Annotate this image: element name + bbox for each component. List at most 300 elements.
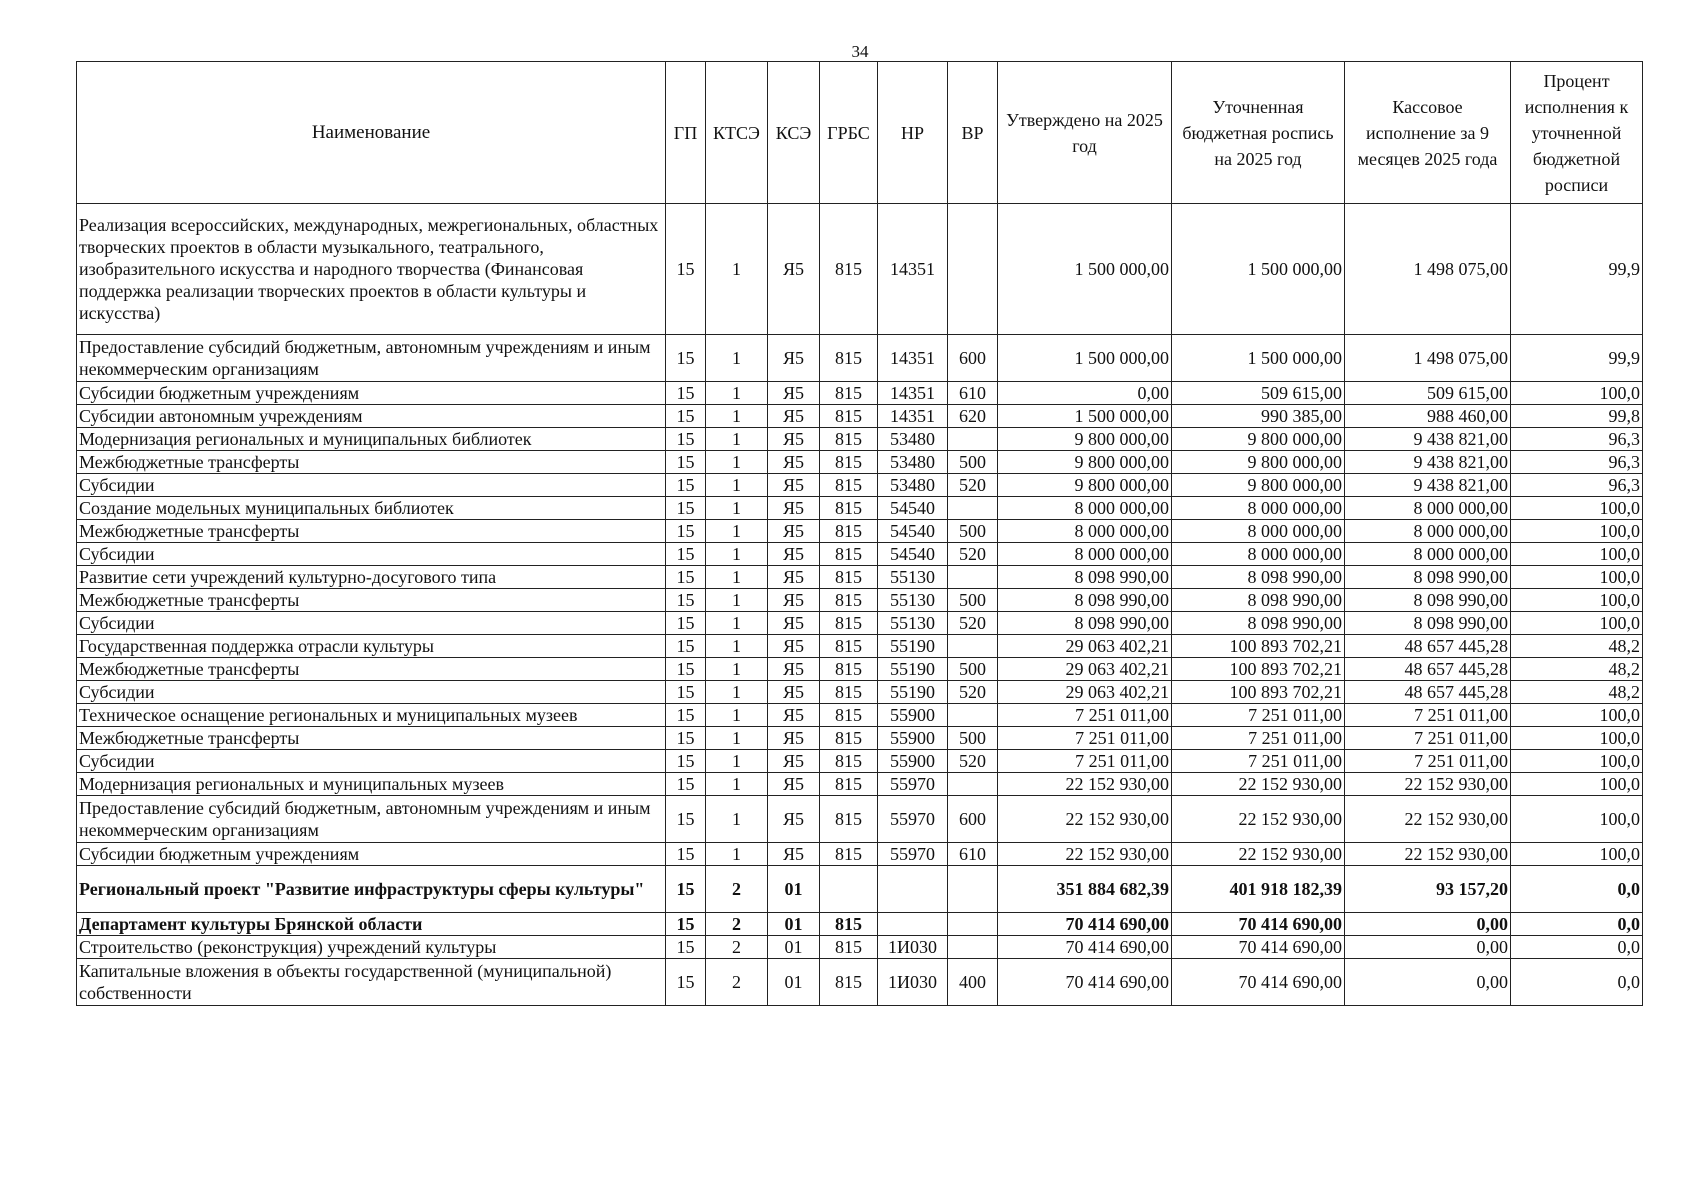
cell-name: Региональный проект "Развитие инфраструктуры сферы культуры" [77, 866, 666, 913]
cell-refined: 22 152 930,00 [1172, 773, 1345, 796]
cell-percent: 96,3 [1511, 451, 1643, 474]
cell-percent: 99,9 [1511, 335, 1643, 382]
cell-cash: 7 251 011,00 [1345, 727, 1511, 750]
cell-kse: Я5 [768, 204, 820, 335]
cell-grbs: 815 [820, 520, 878, 543]
cell-approved: 7 251 011,00 [998, 704, 1172, 727]
cell-nr: 55970 [878, 773, 948, 796]
cell-percent: 100,0 [1511, 727, 1643, 750]
page-number: 34 [851, 42, 869, 61]
cell-grbs: 815 [820, 566, 878, 589]
cell-ktse: 1 [706, 773, 768, 796]
cell-cash: 9 438 821,00 [1345, 451, 1511, 474]
cell-vr [948, 566, 998, 589]
cell-percent: 100,0 [1511, 520, 1643, 543]
cell-kse: 01 [768, 866, 820, 913]
cell-grbs: 815 [820, 335, 878, 382]
cell-approved: 8 098 990,00 [998, 612, 1172, 635]
cell-cash: 48 657 445,28 [1345, 635, 1511, 658]
cell-nr: 54540 [878, 497, 948, 520]
cell-ktse: 1 [706, 428, 768, 451]
cell-ktse: 1 [706, 543, 768, 566]
cell-kse: Я5 [768, 681, 820, 704]
cell-grbs: 815 [820, 451, 878, 474]
table-row [77, 405, 1643, 428]
cell-approved: 7 251 011,00 [998, 750, 1172, 773]
table-row [77, 497, 1643, 520]
cell-refined: 70 414 690,00 [1172, 913, 1345, 936]
cell-percent: 96,3 [1511, 474, 1643, 497]
column-header-grbs: ГРБС [820, 62, 878, 204]
cell-grbs: 815 [820, 589, 878, 612]
cell-cash: 8 098 990,00 [1345, 589, 1511, 612]
table-row [77, 658, 1643, 681]
cell-percent: 99,8 [1511, 405, 1643, 428]
cell-approved: 29 063 402,21 [998, 635, 1172, 658]
cell-name: Межбюджетные трансферты [77, 451, 666, 474]
cell-nr: 1И030 [878, 959, 948, 1006]
cell-refined: 100 893 702,21 [1172, 658, 1345, 681]
cell-ktse: 1 [706, 612, 768, 635]
cell-cash: 1 498 075,00 [1345, 335, 1511, 382]
cell-approved: 8 000 000,00 [998, 497, 1172, 520]
cell-name: Субсидии автономным учреждениям [77, 405, 666, 428]
table-row [77, 773, 1643, 796]
table-row [77, 382, 1643, 405]
column-header-percent: Процент исполнения к уточненной бюджетной росписи [1511, 62, 1643, 204]
cell-percent: 100,0 [1511, 843, 1643, 866]
cell-approved: 1 500 000,00 [998, 204, 1172, 335]
cell-ktse: 2 [706, 959, 768, 1006]
table-row [77, 204, 1643, 335]
cell-approved: 8 098 990,00 [998, 566, 1172, 589]
cell-gp: 15 [666, 566, 706, 589]
cell-vr: 500 [948, 451, 998, 474]
cell-cash: 93 157,20 [1345, 866, 1511, 913]
cell-name: Субсидии бюджетным учреждениям [77, 843, 666, 866]
cell-kse: Я5 [768, 566, 820, 589]
cell-vr: 500 [948, 658, 998, 681]
cell-cash: 8 098 990,00 [1345, 566, 1511, 589]
cell-name: Субсидии [77, 612, 666, 635]
cell-refined: 100 893 702,21 [1172, 635, 1345, 658]
cell-gp: 15 [666, 497, 706, 520]
cell-cash: 8 000 000,00 [1345, 497, 1511, 520]
cell-percent: 100,0 [1511, 750, 1643, 773]
cell-ktse: 2 [706, 936, 768, 959]
cell-name: Техническое оснащение региональных и муниципальных музеев [77, 704, 666, 727]
cell-vr [948, 704, 998, 727]
cell-nr: 55130 [878, 566, 948, 589]
cell-name: Предоставление субсидий бюджетным, автономным учреждениям и иным некоммерческим организациям [77, 335, 666, 382]
cell-percent: 100,0 [1511, 566, 1643, 589]
cell-vr [948, 635, 998, 658]
cell-approved: 8 000 000,00 [998, 543, 1172, 566]
cell-nr: 55130 [878, 589, 948, 612]
cell-refined: 990 385,00 [1172, 405, 1345, 428]
table-row [77, 612, 1643, 635]
cell-refined: 1 500 000,00 [1172, 335, 1345, 382]
cell-refined: 8 098 990,00 [1172, 566, 1345, 589]
cell-ktse: 1 [706, 681, 768, 704]
cell-gp: 15 [666, 773, 706, 796]
column-header-vr: ВР [948, 62, 998, 204]
cell-name: Межбюджетные трансферты [77, 520, 666, 543]
cell-gp: 15 [666, 913, 706, 936]
cell-percent: 48,2 [1511, 658, 1643, 681]
cell-gp: 15 [666, 866, 706, 913]
cell-nr: 55970 [878, 796, 948, 843]
cell-nr: 14351 [878, 335, 948, 382]
cell-vr [948, 428, 998, 451]
cell-percent: 0,0 [1511, 913, 1643, 936]
cell-gp: 15 [666, 959, 706, 1006]
table-row [77, 451, 1643, 474]
cell-kse: Я5 [768, 704, 820, 727]
cell-vr: 610 [948, 843, 998, 866]
table-row [77, 428, 1643, 451]
cell-approved: 7 251 011,00 [998, 727, 1172, 750]
cell-nr: 14351 [878, 204, 948, 335]
cell-name: Модернизация региональных и муниципальных музеев [77, 773, 666, 796]
table-header-row [77, 62, 1643, 204]
cell-vr: 610 [948, 382, 998, 405]
cell-ktse: 1 [706, 658, 768, 681]
table-row [77, 704, 1643, 727]
cell-ktse: 1 [706, 335, 768, 382]
cell-gp: 15 [666, 612, 706, 635]
cell-kse: Я5 [768, 750, 820, 773]
cell-vr: 400 [948, 959, 998, 1006]
cell-percent: 100,0 [1511, 773, 1643, 796]
table-row [77, 566, 1643, 589]
table-row [77, 866, 1643, 913]
cell-ktse: 1 [706, 727, 768, 750]
cell-percent: 100,0 [1511, 543, 1643, 566]
cell-cash: 9 438 821,00 [1345, 474, 1511, 497]
cell-ktse: 2 [706, 866, 768, 913]
column-header-name: Наименование [77, 62, 666, 204]
cell-vr [948, 866, 998, 913]
cell-cash: 8 000 000,00 [1345, 520, 1511, 543]
cell-ktse: 1 [706, 796, 768, 843]
cell-grbs: 815 [820, 405, 878, 428]
cell-vr: 600 [948, 796, 998, 843]
cell-approved: 70 414 690,00 [998, 936, 1172, 959]
cell-grbs: 815 [820, 796, 878, 843]
cell-refined: 401 918 182,39 [1172, 866, 1345, 913]
cell-name: Субсидии [77, 474, 666, 497]
cell-ktse: 1 [706, 474, 768, 497]
cell-approved: 70 414 690,00 [998, 959, 1172, 1006]
cell-approved: 9 800 000,00 [998, 428, 1172, 451]
cell-percent: 0,0 [1511, 866, 1643, 913]
table-row [77, 474, 1643, 497]
cell-refined: 70 414 690,00 [1172, 959, 1345, 1006]
cell-approved: 1 500 000,00 [998, 405, 1172, 428]
cell-name: Создание модельных муниципальных библиотек [77, 497, 666, 520]
cell-percent: 100,0 [1511, 589, 1643, 612]
cell-kse: Я5 [768, 612, 820, 635]
cell-refined: 9 800 000,00 [1172, 451, 1345, 474]
cell-nr: 55900 [878, 727, 948, 750]
cell-gp: 15 [666, 681, 706, 704]
cell-vr [948, 204, 998, 335]
cell-vr: 520 [948, 750, 998, 773]
table-row [77, 750, 1643, 773]
cell-nr: 53480 [878, 451, 948, 474]
column-header-nr: НР [878, 62, 948, 204]
cell-grbs: 815 [820, 204, 878, 335]
cell-vr: 520 [948, 474, 998, 497]
cell-refined: 8 000 000,00 [1172, 543, 1345, 566]
cell-name: Капитальные вложения в объекты государственной (муниципальной) собственности [77, 959, 666, 1006]
cell-grbs: 815 [820, 612, 878, 635]
cell-grbs: 815 [820, 843, 878, 866]
column-header-approved: Утверждено на 2025 год [998, 62, 1172, 204]
cell-grbs: 815 [820, 382, 878, 405]
cell-kse: Я5 [768, 773, 820, 796]
cell-grbs: 815 [820, 497, 878, 520]
cell-kse: Я5 [768, 796, 820, 843]
cell-refined: 22 152 930,00 [1172, 843, 1345, 866]
cell-grbs: 815 [820, 750, 878, 773]
column-header-kse: КСЭ [768, 62, 820, 204]
cell-refined: 9 800 000,00 [1172, 428, 1345, 451]
cell-gp: 15 [666, 474, 706, 497]
cell-percent: 100,0 [1511, 497, 1643, 520]
cell-grbs: 815 [820, 727, 878, 750]
table-row [77, 543, 1643, 566]
cell-ktse: 1 [706, 704, 768, 727]
cell-kse: Я5 [768, 520, 820, 543]
cell-name: Государственная поддержка отрасли культуры [77, 635, 666, 658]
cell-nr: 55190 [878, 658, 948, 681]
cell-approved: 29 063 402,21 [998, 658, 1172, 681]
cell-vr: 520 [948, 543, 998, 566]
cell-cash: 7 251 011,00 [1345, 704, 1511, 727]
budget-table [76, 61, 1643, 1006]
cell-gp: 15 [666, 543, 706, 566]
cell-refined: 8 098 990,00 [1172, 612, 1345, 635]
cell-cash: 9 438 821,00 [1345, 428, 1511, 451]
cell-ktse: 1 [706, 520, 768, 543]
cell-gp: 15 [666, 405, 706, 428]
cell-nr: 55130 [878, 612, 948, 635]
cell-approved: 351 884 682,39 [998, 866, 1172, 913]
cell-approved: 0,00 [998, 382, 1172, 405]
cell-name: Строительство (реконструкция) учреждений культуры [77, 936, 666, 959]
cell-refined: 7 251 011,00 [1172, 727, 1345, 750]
cell-ktse: 1 [706, 843, 768, 866]
cell-nr: 55190 [878, 681, 948, 704]
cell-vr: 520 [948, 612, 998, 635]
cell-grbs: 815 [820, 936, 878, 959]
cell-ktse: 1 [706, 566, 768, 589]
table-row [77, 959, 1643, 1006]
cell-vr: 520 [948, 681, 998, 704]
cell-grbs: 815 [820, 428, 878, 451]
cell-vr [948, 913, 998, 936]
cell-name: Субсидии [77, 543, 666, 566]
cell-grbs: 815 [820, 543, 878, 566]
table-row [77, 727, 1643, 750]
cell-nr: 55900 [878, 750, 948, 773]
cell-refined: 7 251 011,00 [1172, 704, 1345, 727]
cell-refined: 100 893 702,21 [1172, 681, 1345, 704]
cell-nr: 55900 [878, 704, 948, 727]
cell-vr: 620 [948, 405, 998, 428]
cell-kse: Я5 [768, 589, 820, 612]
cell-percent: 100,0 [1511, 382, 1643, 405]
cell-name: Межбюджетные трансферты [77, 589, 666, 612]
cell-cash: 22 152 930,00 [1345, 843, 1511, 866]
cell-nr: 55970 [878, 843, 948, 866]
cell-name: Предоставление субсидий бюджетным, автономным учреждениям и иным некоммерческим организациям [77, 796, 666, 843]
cell-cash: 988 460,00 [1345, 405, 1511, 428]
cell-vr: 500 [948, 589, 998, 612]
cell-nr: 14351 [878, 382, 948, 405]
cell-nr: 14351 [878, 405, 948, 428]
cell-ktse: 1 [706, 204, 768, 335]
cell-name: Субсидии [77, 681, 666, 704]
cell-gp: 15 [666, 727, 706, 750]
cell-kse: 01 [768, 913, 820, 936]
cell-approved: 70 414 690,00 [998, 913, 1172, 936]
cell-cash: 48 657 445,28 [1345, 681, 1511, 704]
table-row [77, 520, 1643, 543]
table-body [77, 204, 1643, 1006]
cell-name: Межбюджетные трансферты [77, 658, 666, 681]
cell-refined: 7 251 011,00 [1172, 750, 1345, 773]
cell-cash: 0,00 [1345, 936, 1511, 959]
cell-approved: 22 152 930,00 [998, 796, 1172, 843]
cell-nr: 53480 [878, 474, 948, 497]
cell-name: Департамент культуры Брянской области [77, 913, 666, 936]
cell-refined: 8 098 990,00 [1172, 589, 1345, 612]
cell-name: Развитие сети учреждений культурно-досугового типа [77, 566, 666, 589]
cell-grbs: 815 [820, 658, 878, 681]
cell-gp: 15 [666, 750, 706, 773]
cell-gp: 15 [666, 428, 706, 451]
cell-refined: 1 500 000,00 [1172, 204, 1345, 335]
cell-ktse: 1 [706, 497, 768, 520]
cell-refined: 70 414 690,00 [1172, 936, 1345, 959]
cell-kse: 01 [768, 959, 820, 1006]
cell-approved: 1 500 000,00 [998, 335, 1172, 382]
table-row [77, 796, 1643, 843]
cell-approved: 22 152 930,00 [998, 843, 1172, 866]
cell-gp: 15 [666, 589, 706, 612]
cell-ktse: 1 [706, 589, 768, 612]
cell-vr: 600 [948, 335, 998, 382]
column-header-cash: Кассовое исполнение за 9 месяцев 2025 года [1345, 62, 1511, 204]
column-header-gp: ГП [666, 62, 706, 204]
cell-nr: 1И030 [878, 936, 948, 959]
cell-cash: 8 000 000,00 [1345, 543, 1511, 566]
cell-percent: 99,9 [1511, 204, 1643, 335]
cell-nr: 54540 [878, 520, 948, 543]
column-header-refined: Уточненная бюджетная роспись на 2025 год [1172, 62, 1345, 204]
cell-gp: 15 [666, 635, 706, 658]
cell-name: Субсидии [77, 750, 666, 773]
cell-gp: 15 [666, 843, 706, 866]
cell-kse: Я5 [768, 843, 820, 866]
table-row [77, 635, 1643, 658]
cell-approved: 8 000 000,00 [998, 520, 1172, 543]
cell-ktse: 1 [706, 382, 768, 405]
cell-name: Субсидии бюджетным учреждениям [77, 382, 666, 405]
cell-refined: 9 800 000,00 [1172, 474, 1345, 497]
cell-cash: 1 498 075,00 [1345, 204, 1511, 335]
cell-gp: 15 [666, 936, 706, 959]
cell-kse: Я5 [768, 658, 820, 681]
cell-gp: 15 [666, 451, 706, 474]
cell-name: Межбюджетные трансферты [77, 727, 666, 750]
cell-ktse: 1 [706, 635, 768, 658]
cell-grbs: 815 [820, 704, 878, 727]
cell-refined: 8 000 000,00 [1172, 520, 1345, 543]
cell-approved: 29 063 402,21 [998, 681, 1172, 704]
cell-kse: Я5 [768, 543, 820, 566]
cell-kse: 01 [768, 936, 820, 959]
cell-cash: 22 152 930,00 [1345, 773, 1511, 796]
cell-vr [948, 773, 998, 796]
cell-nr: 54540 [878, 543, 948, 566]
cell-nr: 53480 [878, 428, 948, 451]
cell-nr [878, 866, 948, 913]
cell-kse: Я5 [768, 451, 820, 474]
table-row [77, 589, 1643, 612]
cell-refined: 22 152 930,00 [1172, 796, 1345, 843]
table-row [77, 843, 1643, 866]
cell-refined: 8 000 000,00 [1172, 497, 1345, 520]
table-row [77, 936, 1643, 959]
cell-percent: 48,2 [1511, 635, 1643, 658]
cell-grbs: 815 [820, 635, 878, 658]
cell-vr [948, 936, 998, 959]
cell-approved: 22 152 930,00 [998, 773, 1172, 796]
cell-ktse: 1 [706, 405, 768, 428]
cell-gp: 15 [666, 796, 706, 843]
cell-vr: 500 [948, 727, 998, 750]
cell-cash: 7 251 011,00 [1345, 750, 1511, 773]
cell-kse: Я5 [768, 474, 820, 497]
cell-grbs: 815 [820, 913, 878, 936]
cell-kse: Я5 [768, 635, 820, 658]
cell-percent: 100,0 [1511, 612, 1643, 635]
cell-cash: 509 615,00 [1345, 382, 1511, 405]
cell-gp: 15 [666, 704, 706, 727]
table-row [77, 335, 1643, 382]
cell-percent: 48,2 [1511, 681, 1643, 704]
cell-gp: 15 [666, 204, 706, 335]
cell-refined: 509 615,00 [1172, 382, 1345, 405]
cell-ktse: 2 [706, 913, 768, 936]
cell-cash: 8 098 990,00 [1345, 612, 1511, 635]
cell-nr [878, 913, 948, 936]
cell-grbs: 815 [820, 773, 878, 796]
cell-gp: 15 [666, 658, 706, 681]
cell-grbs [820, 866, 878, 913]
cell-percent: 100,0 [1511, 796, 1643, 843]
cell-kse: Я5 [768, 428, 820, 451]
cell-approved: 8 098 990,00 [998, 589, 1172, 612]
cell-gp: 15 [666, 382, 706, 405]
cell-name: Реализация всероссийских, международных, межрегиональных, областных творческих проектов в области музыкального, театрального, изобразительного искусства и народного творчества (Финансовая поддержка реализации творческих проектов в области культуры и искусства) [77, 204, 666, 335]
cell-cash: 0,00 [1345, 913, 1511, 936]
cell-kse: Я5 [768, 405, 820, 428]
